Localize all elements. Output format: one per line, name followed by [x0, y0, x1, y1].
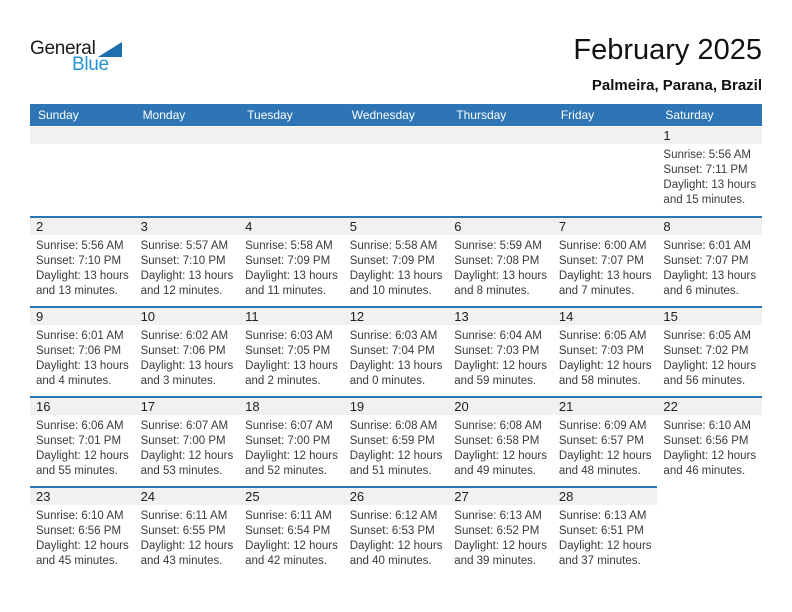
day-number: 7 [558, 219, 567, 234]
sun-info [657, 144, 762, 208]
day-strip [448, 127, 553, 144]
day-cell-14 [553, 306, 658, 396]
sun-info-line: Sunset: 7:03 PM [558, 345, 644, 357]
day-strip [239, 398, 344, 415]
weekday-header-tuesday: Tuesday [239, 104, 344, 126]
sun-info-line: Daylight: 13 hours [349, 270, 443, 282]
sun-info-line: and 45 minutes. [36, 555, 118, 567]
sun-info-line: and 15 minutes. [663, 194, 746, 206]
day-number: 9 [36, 309, 44, 324]
sun-info-line: Sunset: 7:10 PM [140, 255, 226, 267]
day-number: 24 [140, 489, 156, 504]
general-blue-logo [30, 38, 122, 76]
sun-info-line: and 43 minutes. [140, 555, 223, 567]
day-cell-27 [448, 486, 553, 576]
sun-info-line: Sunset: 7:07 PM [558, 255, 644, 267]
weekday-header-saturday: Saturday [657, 104, 762, 126]
sun-info-line: Sunrise: 5:58 AM [349, 240, 438, 252]
sun-info-line: Daylight: 12 hours [140, 540, 234, 552]
sun-info-line: Sunrise: 6:08 AM [454, 420, 542, 432]
sun-info-line: and 58 minutes. [558, 375, 641, 387]
day-strip [239, 127, 344, 144]
day-cell-8 [657, 216, 762, 306]
sun-info-line: Sunset: 7:05 PM [245, 345, 331, 357]
day-cell-5 [344, 216, 449, 306]
day-strip [30, 127, 135, 144]
day-cell-3 [135, 216, 240, 306]
weekday-header-wednesday: Wednesday [344, 104, 449, 126]
sun-info-line: Sunset: 6:51 PM [558, 525, 644, 537]
sun-info-line: Daylight: 13 hours [663, 179, 757, 191]
sun-info-line: Sunrise: 5:58 AM [245, 240, 333, 252]
sun-info [135, 505, 240, 569]
day-cell-2 [30, 216, 135, 306]
sun-info-line: and 39 minutes. [454, 555, 537, 567]
day-strip [135, 218, 240, 235]
day-number: 2 [36, 219, 44, 234]
sun-info [344, 415, 449, 479]
sun-info-line: Daylight: 13 hours [454, 270, 547, 282]
day-number: 6 [454, 219, 462, 234]
day-strip [657, 308, 762, 325]
day-strip [448, 308, 553, 325]
day-number: 14 [558, 309, 574, 324]
sun-info-line: Sunrise: 6:11 AM [245, 510, 332, 522]
weekday-header-sunday: Sunday [30, 104, 135, 126]
day-strip [553, 488, 658, 505]
day-cell-16 [30, 396, 135, 486]
day-number: 12 [349, 309, 365, 324]
day-cell-7 [553, 216, 658, 306]
sun-info-line: and 40 minutes. [349, 555, 432, 567]
sun-info [344, 325, 449, 389]
sun-info-line: Sunrise: 6:03 AM [245, 330, 333, 342]
sun-info [239, 235, 344, 299]
title-block [573, 34, 762, 94]
empty-day-cell [239, 126, 344, 216]
sun-info-line: Sunrise: 6:09 AM [558, 420, 647, 432]
sun-info-line: Sunset: 7:08 PM [454, 255, 540, 267]
day-cell-6 [448, 216, 553, 306]
sun-info-line: Sunset: 6:59 PM [349, 435, 435, 447]
sun-info-line: Sunset: 7:10 PM [36, 255, 122, 267]
day-cell-1 [657, 126, 762, 216]
sun-info-line: Sunset: 6:53 PM [349, 525, 435, 537]
day-strip [448, 488, 553, 505]
day-cell-23 [30, 486, 135, 576]
empty-day-cell [553, 126, 658, 216]
day-cell-13 [448, 306, 553, 396]
day-strip [657, 127, 762, 144]
sun-info [344, 235, 449, 299]
day-number: 17 [140, 399, 156, 414]
sun-info-line: Daylight: 12 hours [349, 540, 443, 552]
day-strip [553, 218, 658, 235]
sun-info-line: Daylight: 12 hours [558, 540, 652, 552]
sun-info-line: Sunset: 7:06 PM [36, 345, 122, 357]
sun-info-line: Sunrise: 6:04 AM [454, 330, 542, 342]
sun-info [135, 415, 240, 479]
day-strip [135, 308, 240, 325]
sun-info-line: Sunrise: 6:11 AM [140, 510, 228, 522]
sun-info-line: Sunrise: 6:03 AM [349, 330, 438, 342]
sun-info-line: Sunset: 7:09 PM [245, 255, 331, 267]
sun-info-line: Sunset: 6:56 PM [36, 525, 122, 537]
sun-info [553, 505, 658, 569]
day-number: 1 [663, 128, 671, 143]
sun-info-line: and 0 minutes. [349, 375, 426, 387]
day-strip [344, 398, 449, 415]
sun-info-line: Sunrise: 6:10 AM [663, 420, 751, 432]
day-number: 21 [558, 399, 574, 414]
sun-info-line: Sunrise: 6:07 AM [245, 420, 333, 432]
sun-info-line: Sunset: 7:00 PM [140, 435, 226, 447]
day-cell-19 [344, 396, 449, 486]
sun-info [657, 415, 762, 479]
sun-info-line: and 53 minutes. [140, 465, 223, 477]
day-strip [344, 218, 449, 235]
sun-info-line: and 4 minutes. [36, 375, 112, 387]
sun-info-line: and 6 minutes. [663, 285, 739, 297]
sun-info-line: Daylight: 12 hours [558, 450, 652, 462]
sun-info-line: Sunset: 7:01 PM [36, 435, 122, 447]
day-strip [448, 218, 553, 235]
sun-info-line: Daylight: 12 hours [558, 360, 652, 372]
logo-word-general: General [30, 38, 96, 59]
sun-info-line: Sunset: 6:58 PM [454, 435, 540, 447]
sun-info-line: Sunrise: 6:05 AM [558, 330, 647, 342]
sun-info-line: Daylight: 12 hours [36, 540, 129, 552]
day-strip [30, 398, 135, 415]
sun-info-line: Daylight: 13 hours [140, 360, 234, 372]
day-strip [135, 127, 240, 144]
sun-info-line: and 12 minutes. [140, 285, 223, 297]
sun-info-line: and 48 minutes. [558, 465, 641, 477]
location-subtitle: Palmeira, Parana, Brazil [591, 77, 762, 94]
day-cell-24 [135, 486, 240, 576]
sun-info-line: and 49 minutes. [454, 465, 537, 477]
logo-word-blue: Blue [72, 54, 109, 75]
day-number: 3 [140, 219, 148, 234]
sun-info [448, 415, 553, 479]
day-strip [344, 488, 449, 505]
sun-info-line: and 3 minutes. [140, 375, 216, 387]
day-number: 27 [454, 489, 469, 504]
day-cell-25 [239, 486, 344, 576]
sun-info-line: and 56 minutes. [663, 375, 746, 387]
sun-info [30, 235, 135, 299]
day-number: 19 [349, 399, 365, 414]
sun-info [448, 505, 553, 569]
day-number: 26 [349, 489, 365, 504]
sun-info-line: Daylight: 12 hours [454, 360, 547, 372]
sun-info-line: Sunrise: 6:01 AM [663, 240, 751, 252]
day-strip [344, 308, 449, 325]
sun-info-line: Sunrise: 6:13 AM [558, 510, 647, 522]
day-number: 25 [245, 489, 260, 504]
weekday-header-thursday: Thursday [448, 104, 553, 126]
sun-info-line: Sunrise: 6:08 AM [349, 420, 438, 432]
sun-info-line: Sunrise: 5:57 AM [140, 240, 229, 252]
day-strip [30, 218, 135, 235]
day-number: 22 [663, 399, 678, 414]
sun-info [30, 415, 135, 479]
day-cell-26 [344, 486, 449, 576]
month-title: February 2025 [573, 34, 762, 66]
blank-cell [657, 486, 762, 576]
day-strip [239, 308, 344, 325]
day-cell-10 [135, 306, 240, 396]
sun-info-line: Daylight: 13 hours [36, 270, 129, 282]
day-cell-12 [344, 306, 449, 396]
sun-info-line: and 11 minutes. [245, 285, 327, 297]
sun-info [657, 325, 762, 389]
day-cell-4 [239, 216, 344, 306]
sun-info-line: Daylight: 12 hours [140, 450, 234, 462]
sun-info-line: Sunrise: 6:02 AM [140, 330, 229, 342]
day-strip [657, 398, 762, 415]
day-strip [30, 308, 135, 325]
sun-info [239, 415, 344, 479]
day-number: 20 [454, 399, 469, 414]
day-number: 4 [245, 219, 253, 234]
sun-info-line: Daylight: 13 hours [663, 270, 757, 282]
sun-info-line: Daylight: 12 hours [245, 540, 338, 552]
sun-info-line: Sunset: 7:02 PM [663, 345, 749, 357]
sun-info-line: and 7 minutes. [558, 285, 635, 297]
day-strip [344, 127, 449, 144]
day-strip [239, 488, 344, 505]
sun-info [448, 325, 553, 389]
sun-info-line: Daylight: 12 hours [454, 450, 547, 462]
sun-info-line: and 55 minutes. [36, 465, 118, 477]
sun-info-line: and 46 minutes. [663, 465, 746, 477]
day-strip [657, 218, 762, 235]
sun-info-line: Sunset: 7:04 PM [349, 345, 435, 357]
sun-info-line: Sunrise: 5:56 AM [36, 240, 124, 252]
sun-info-line: and 59 minutes. [454, 375, 537, 387]
sun-info-line: Sunrise: 6:06 AM [36, 420, 124, 432]
sun-info-line: and 52 minutes. [245, 465, 327, 477]
sun-info [239, 325, 344, 389]
day-number: 5 [349, 219, 357, 234]
day-cell-22 [657, 396, 762, 486]
sun-info-line: Sunset: 7:00 PM [245, 435, 331, 447]
day-number: 13 [454, 309, 469, 324]
day-strip [448, 398, 553, 415]
sun-info-line: Sunset: 7:09 PM [349, 255, 435, 267]
weekday-header-monday: Monday [135, 104, 240, 126]
sun-info-line: Daylight: 13 hours [140, 270, 234, 282]
sun-info-line: and 42 minutes. [245, 555, 327, 567]
sun-info-line: Daylight: 13 hours [349, 360, 443, 372]
sun-info [553, 235, 658, 299]
sun-info-line: Sunrise: 6:01 AM [36, 330, 124, 342]
sun-info-line: Daylight: 13 hours [36, 360, 129, 372]
sun-info [657, 235, 762, 299]
day-strip [30, 488, 135, 505]
sun-info-line: Sunset: 7:03 PM [454, 345, 540, 357]
sun-info-line: Daylight: 13 hours [245, 270, 338, 282]
day-strip [135, 488, 240, 505]
day-number: 15 [663, 309, 678, 324]
sun-info-line: Sunset: 6:54 PM [245, 525, 331, 537]
day-number: 16 [36, 399, 51, 414]
sun-info-line: Sunset: 6:52 PM [454, 525, 540, 537]
sun-info-line: Daylight: 12 hours [349, 450, 443, 462]
day-number: 8 [663, 219, 671, 234]
sun-info-line: and 10 minutes. [349, 285, 432, 297]
sun-info-line: Sunset: 7:06 PM [140, 345, 226, 357]
sun-info-line: Sunrise: 5:56 AM [663, 149, 751, 161]
empty-day-cell [448, 126, 553, 216]
day-cell-15 [657, 306, 762, 396]
sun-info-line: and 2 minutes. [245, 375, 321, 387]
sun-info-line: Daylight: 12 hours [245, 450, 338, 462]
sun-info-line: Sunset: 6:56 PM [663, 435, 749, 447]
sun-info-line: Daylight: 12 hours [454, 540, 547, 552]
sun-info [135, 235, 240, 299]
day-cell-28 [553, 486, 658, 576]
day-number: 28 [558, 489, 574, 504]
sun-info-line: and 13 minutes. [36, 285, 118, 297]
sun-info-line: Sunrise: 6:13 AM [454, 510, 542, 522]
day-cell-20 [448, 396, 553, 486]
day-number: 23 [36, 489, 51, 504]
calendar-grid [30, 104, 762, 576]
sun-info-line: Sunrise: 6:10 AM [36, 510, 124, 522]
sun-info [30, 505, 135, 569]
sun-info-line: Sunrise: 5:59 AM [454, 240, 542, 252]
sun-info [239, 505, 344, 569]
day-strip [553, 127, 658, 144]
day-number: 11 [245, 309, 259, 324]
sun-info [448, 235, 553, 299]
sun-info-line: Sunrise: 6:12 AM [349, 510, 438, 522]
sun-info [135, 325, 240, 389]
day-number: 18 [245, 399, 260, 414]
day-cell-18 [239, 396, 344, 486]
sun-info-line: Sunset: 6:55 PM [140, 525, 226, 537]
sun-info-line: Daylight: 13 hours [245, 360, 338, 372]
empty-day-cell [344, 126, 449, 216]
sun-info-line: Sunrise: 6:07 AM [140, 420, 229, 432]
sun-info-line: Sunset: 7:07 PM [663, 255, 749, 267]
day-strip [135, 398, 240, 415]
sun-info-line: Sunrise: 6:00 AM [558, 240, 647, 252]
day-number: 10 [140, 309, 156, 324]
day-strip [553, 308, 658, 325]
sun-info [30, 325, 135, 389]
sun-info-line: Sunset: 7:11 PM [663, 164, 748, 176]
sun-info [553, 415, 658, 479]
sun-info [553, 325, 658, 389]
day-cell-9 [30, 306, 135, 396]
sun-info-line: Sunrise: 6:05 AM [663, 330, 751, 342]
sun-info-line: Daylight: 12 hours [663, 450, 757, 462]
empty-day-cell [135, 126, 240, 216]
day-cell-21 [553, 396, 658, 486]
sun-info-line: and 8 minutes. [454, 285, 530, 297]
day-cell-11 [239, 306, 344, 396]
sun-info [344, 505, 449, 569]
day-strip [553, 398, 658, 415]
sun-info-line: Daylight: 13 hours [558, 270, 652, 282]
sun-info-line: Sunset: 6:57 PM [558, 435, 644, 447]
sun-info-line: and 37 minutes. [558, 555, 641, 567]
day-cell-17 [135, 396, 240, 486]
sun-info-line: Daylight: 12 hours [663, 360, 757, 372]
weekday-header-friday: Friday [553, 104, 658, 126]
sun-info-line: Daylight: 12 hours [36, 450, 129, 462]
empty-day-cell [30, 126, 135, 216]
sun-info-line: and 51 minutes. [349, 465, 432, 477]
day-strip [239, 218, 344, 235]
